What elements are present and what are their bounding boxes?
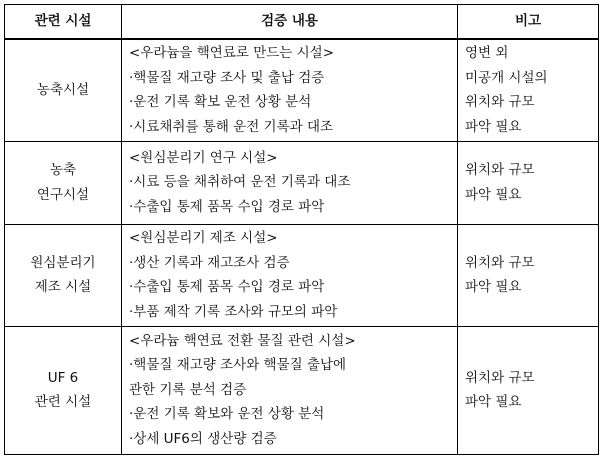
- table-row: [5, 141, 599, 224]
- content-item: ·시료 등을 채취하여 운전 기록과 대조: [129, 174, 351, 191]
- note-text: 위치와 규모: [465, 162, 535, 178]
- content-cell: [122, 224, 458, 326]
- facility-text: 농축: [49, 162, 77, 178]
- content-cell: [122, 326, 458, 454]
- note-cell: [458, 224, 599, 326]
- content-item: ·부품 제작 기록 조사와 규모의 파악: [129, 303, 338, 320]
- header-note: 비고: [458, 5, 599, 40]
- content-heading: <우라늄을 핵연료로 만드는 시설>: [129, 45, 335, 62]
- table-row: [5, 326, 599, 454]
- header-content: 검증 내용: [122, 5, 458, 40]
- content-item: ·핵물질 재고량 조사와 핵물질 출납에: [129, 357, 347, 374]
- content-item: ·수출입 통제 품목 수입 경로 파악: [129, 198, 325, 215]
- content-item: ·시료채취를 통해 운전 기록과 대조: [129, 118, 334, 135]
- note-text: 영변 외: [465, 45, 509, 62]
- facility-text: UF 6: [47, 369, 79, 386]
- facility-cell: [5, 39, 122, 141]
- content-item: ·상세 UF6의 생산량 검증: [129, 430, 277, 447]
- content-heading: <원심분리기 연구 시설>: [129, 149, 278, 166]
- facility-text: 농축시설: [36, 82, 90, 98]
- verification-table: [4, 4, 599, 455]
- note-text: 파악 필요: [465, 186, 522, 203]
- note-cell: [458, 39, 599, 141]
- note-text: 위치와 규모: [465, 369, 535, 386]
- table-header: [5, 5, 599, 40]
- note-text: 파악 필요: [465, 118, 522, 135]
- table-row: [5, 39, 599, 141]
- content-item: ·운전 기록 확보 운전 상황 분석: [129, 94, 312, 111]
- header-row: [5, 5, 599, 40]
- note-cell: [458, 326, 599, 454]
- content-item: ·수출입 통제 품목 수입 경로 파악: [129, 279, 325, 295]
- content-cell: [122, 141, 458, 224]
- content-item: 관한 기록 분석 검증: [129, 381, 247, 398]
- note-cell: [458, 141, 599, 224]
- content-cell: [122, 39, 458, 141]
- facility-text: 원심분리기: [30, 254, 96, 271]
- facility-text: 관련 시설: [34, 394, 92, 410]
- content-item: ·핵물질 재고량 조사 및 출납 검증: [129, 69, 325, 86]
- note-text: 위치와 규모: [465, 94, 535, 111]
- content-heading: <우라늄 핵연료 전환 물질 관련 시설>: [129, 332, 356, 349]
- content-heading: <원심분리기 제조 시설>: [129, 230, 278, 246]
- note-text: 미공개 시설의: [465, 69, 548, 86]
- facility-cell: [5, 326, 122, 454]
- facility-text: 제조 시설: [34, 279, 92, 295]
- content-item: ·생산 기록과 재고조사 검증: [129, 254, 290, 271]
- note-text: 파악 필요: [465, 279, 522, 295]
- note-text: 위치와 규모: [465, 254, 535, 271]
- facility-cell: [5, 141, 122, 224]
- note-text: 파악 필요: [465, 394, 522, 410]
- table-row: [5, 224, 599, 326]
- facility-cell: [5, 224, 122, 326]
- header-facility: 관련 시설: [5, 5, 122, 40]
- content-item: ·운전 기록 확보와 운전 상황 분석: [129, 406, 325, 423]
- facility-text: 연구시설: [36, 186, 90, 203]
